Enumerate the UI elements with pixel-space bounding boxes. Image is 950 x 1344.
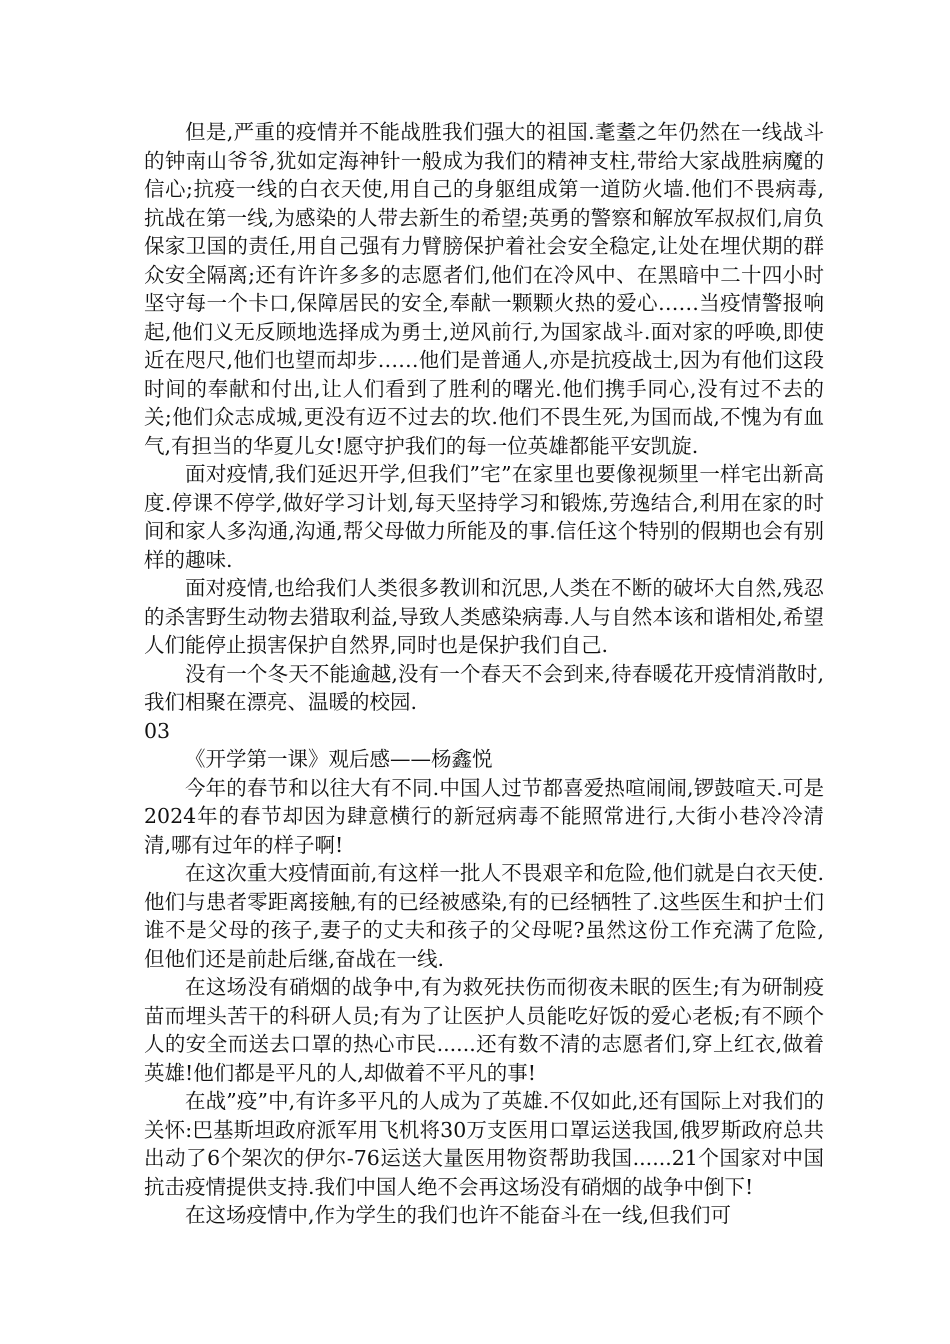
paragraph-heroes: 但是,严重的疫情并不能战胜我们强大的祖国.耄耋之年仍然在一线战斗的钟南山爷爷,犹如定海神针一般成为我们的精神支柱,带给大家战胜病魔的信心;抗疫一线的白衣天使,用自己的身躯组成第一道防火墙.他们不畏病毒,抗战在第一线,为感染的人带去新生的希望;英勇的警察和解放军叔叔们,肩负保家卫国的责任,用自己强有力臂膀保护着社会安全稳定,让处在埋伏期的群众安全隔离;还有许许多多的志愿者们,他们在冷风中、在黑暗中二十四小时坚守每一个卡口,保障居民的安全,奉献一颗颗火热的爱心……当疫情警报响起,他们义无反顾地选择成为勇士,逆风前行,为国家战斗.面对家的呼唤,即使近在咫尺,他们也望而却步……他们是普通人,亦是抗疫战士,因为有他们这段时间的奉献和付出,让人们看到了胜利的曙光.他们携手同心,没有过不去的关;他们众志成城,更没有迈不过去的坎.他们不畏生死,为国而战,不愧为有血气,有担当的华夏儿女!愿守护我们的每一位英雄都能平安凯旋. [144,120,824,458]
paragraph-stay-home: 面对疫情,我们延迟开学,但我们”宅”在家里也要像视频里一样宅出新高度.停课不停学,做好学习计划,每天坚持学习和锻炼,劳逸结合,利用在家的时间和家人多沟通,沟通,帮父母做力所能及的事.信任这个特别的假期也会有别样的趣味. [144,462,824,572]
paragraph-spring-festival: 今年的春节和以往大有不同.中国人过节都喜爱热喧闹闹,锣鼓喧天.可是2024年的春节却因为肆意横行的新冠病毒不能照常进行,大街小巷冷冷清清,哪有过年的样子啊! [144,775,824,857]
section-number: 03 [144,718,171,743]
document-page [144,118,824,1230]
paragraph-nature: 面对疫情,也给我们人类很多教训和沉思,人类在不断的破坏大自然,残忍的杀害野生动物去猎取利益,导致人类感染病毒.人与自然本该和谐相处,希望人们能停止损害保护自然界,同时也是保护我们自己. [144,576,824,657]
paragraph-students: 在这场疫情中,作为学生的我们也许不能奋斗在一线,但我们可 [185,1203,732,1227]
paragraph-international-support: 在战”疫”中,有许多平凡的人成为了英雄.不仅如此,还有国际上对我们的关怀:巴基斯坦政府派军用飞机将30万支医用口罩运送我国,俄罗斯政府总共出动了6个架次的伊尔-76运送大量医用物资帮助我国......21个国家对中国抗击疫情提供支持.我们中国人绝不会再这场没有硝烟的战争中倒下! [144,1089,824,1199]
paragraph-spring: 没有一个冬天不能逾越,没有一个春天不会到来,待春暖花开疫情消散时,我们相聚在漂亮、温暖的校园. [144,661,824,714]
paragraph-ordinary-people: 在这场没有硝烟的战争中,有为救死扶伤而彻夜未眠的医生;有为研制疫苗而埋头苦干的科研人员;有为了让医护人员能吃好饭的爱心老板;有不顾个人的安全而送去口罩的热心市民......还有数不清的志愿者们,穿上红衣,做着英雄!他们都是平凡的人,却做着不平凡的事! [144,975,824,1085]
section-title: 《开学第一课》观后感——杨鑫悦 [185,747,493,771]
paragraph-white-angels: 在这次重大疫情面前,有这样一批人不畏艰辛和危险,他们就是白衣天使.他们与患者零距离接触,有的已经被感染,有的已经牺牲了.这些医生和护士们谁不是父母的孩子,妻子的丈夫和孩子的父母呢?虽然这份工作充满了危险,但他们还是前赴后继,奋战在一线. [144,861,824,971]
